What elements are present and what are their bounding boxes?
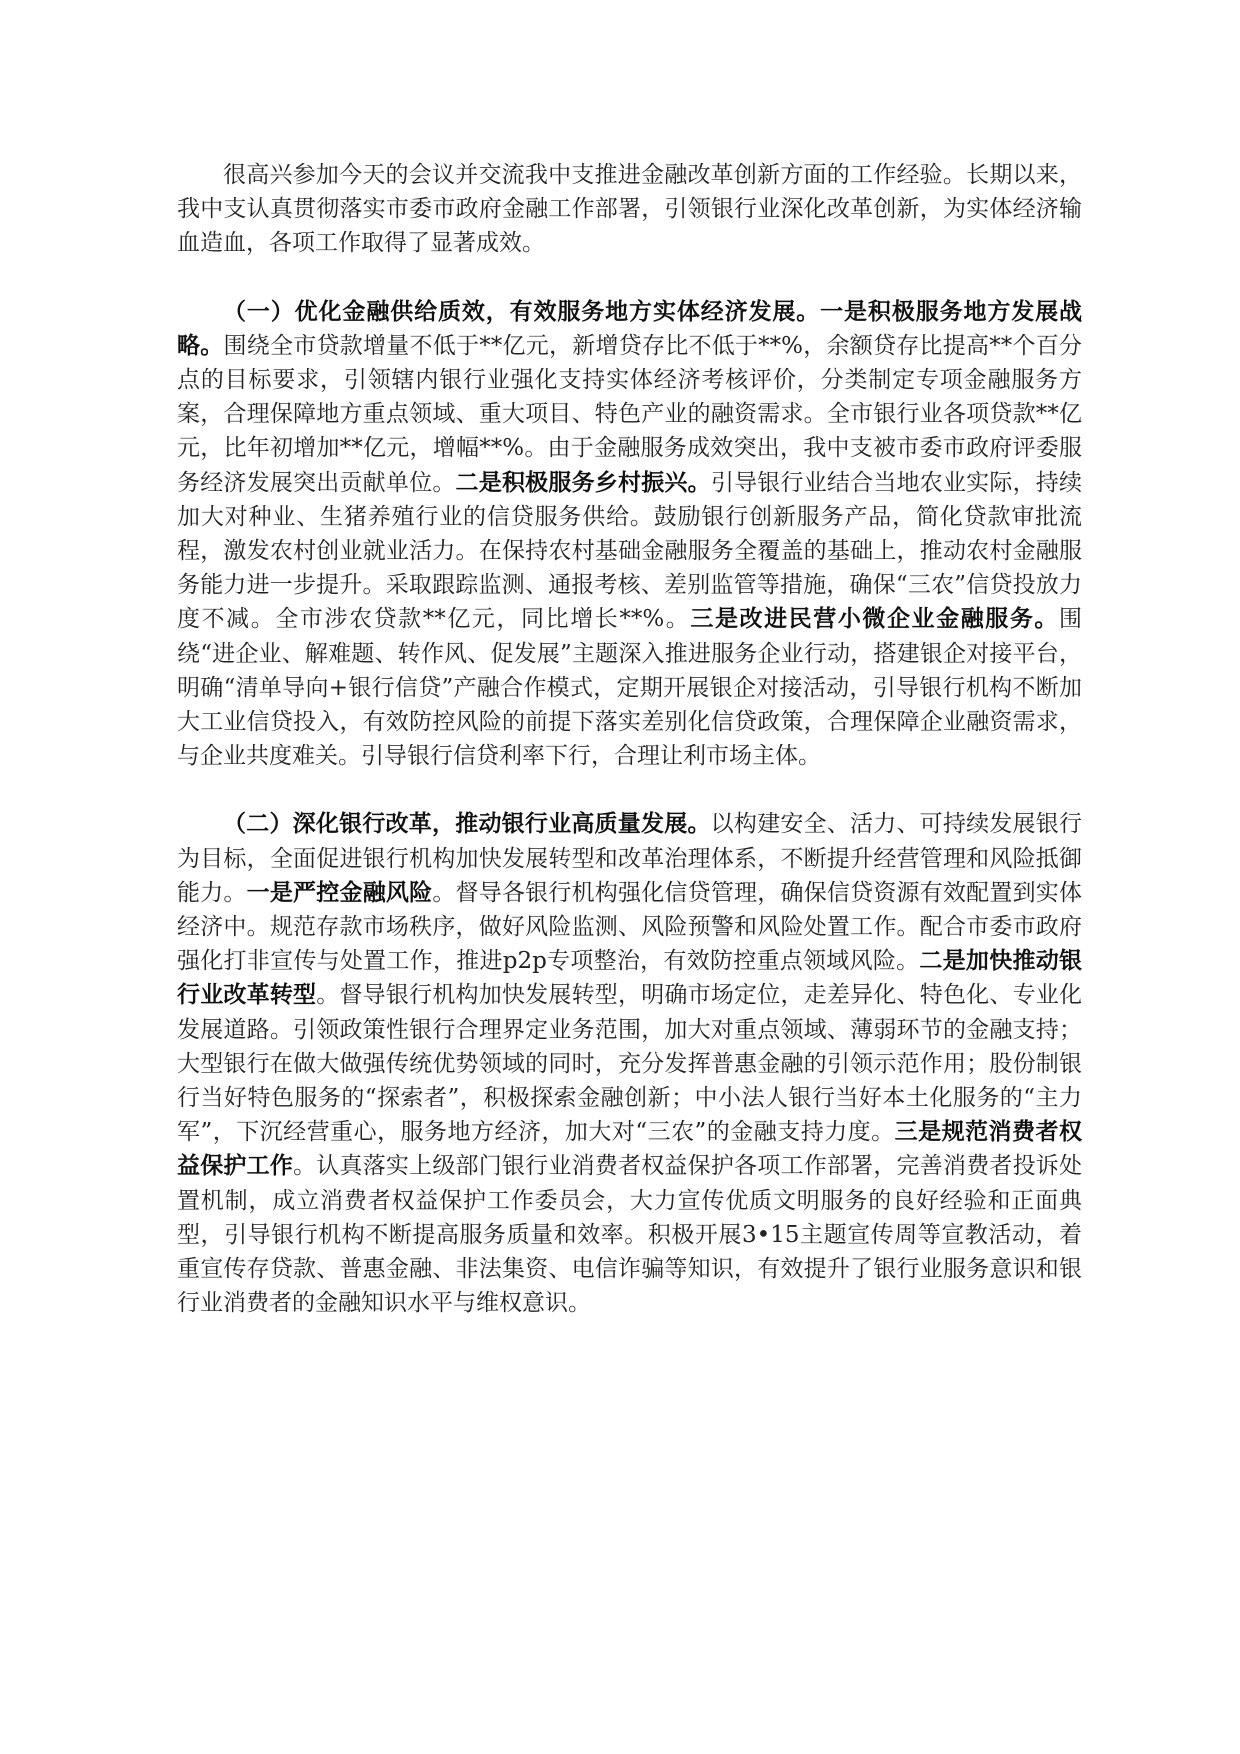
section2-heading-text: 以构建安全、活力、可持续发展银行为目标，全面促进银行机构加快发展转型和改革治理体系，不断提升经营管理和风险抵御能力。 bbox=[177, 811, 1083, 906]
intro-text: 很高兴参加今天的会议并交流我中支推进金融改革创新方面的工作经验。长期以来，我中支认真贯彻落实市委市政府金融工作部署，引领银行业深化改革创新，为实体经济输血造血，各项工作取得了显著成效。 bbox=[177, 162, 1082, 257]
section1-point1-title: 一是积极服务地方发展战略。 bbox=[177, 297, 1083, 359]
section1-point3-text: 围绕“进企业、解难题、转作风、促发展”主题深入推进服务企业行动，搭建银企对接平台，明确“清单导向+银行信贷”产融合作模式，定期开展银企对接活动，引导银行机构不断加大工业信贷投入，有效防控风险的前提下落实差别化信贷政策，合理保障企业融资需求，与企业共度难关。引导银行信贷利率下行，合理让利市场主体。 bbox=[177, 606, 1083, 770]
section2-point2-text: 。督导银行机构加快发展转型，明确市场定位，走差异化、特色化、专业化发展道路。引领政策性银行合理界定业务范围，加大对重点领域、薄弱环节的金融支持；大型银行在做大做强传统优势领域的同时，充分发挥普惠金融的引领示范作用；股份制银行当好特色服务的“探索者”，积极探索金融创新；中小法人银行当好本土化服务的“主力军”，下沉经营重心，服务地方经济，加大对“三农”的金融支持力度。 bbox=[177, 982, 1083, 1146]
intro-paragraph bbox=[177, 158, 1082, 261]
section1-point2-title: 二是积极服务乡村振兴。 bbox=[455, 468, 711, 496]
section2-point3-title: 三是规范消费者权益保护工作 bbox=[177, 1118, 1083, 1180]
section1-heading: （一）优化金融供给质效，有效服务地方实体经济发展。 bbox=[223, 297, 821, 325]
section2-point2-title: 二是加快推动银行业改革转型 bbox=[177, 947, 1082, 1009]
section1-point1-text: 围绕全市贷款增量不低于**亿元，新增贷存比不低于**%，余额贷存比提高**个百分点的目标要求，引领辖内银行业强化支持实体经济考核评价，分类制定专项金融服务方案，合理保障地方重点领域、重大项目、特色产业的融资需求。全市银行业各项贷款**亿元，比年初增加**亿元，增幅**%。由于金融服务成效突出，我中支被市委市政府评委服务经济发展突出贡献单位。 bbox=[177, 332, 1083, 496]
document-body bbox=[177, 158, 1082, 1321]
section2-point1-title: 一是严控金融风险 bbox=[246, 878, 433, 906]
section2-paragraph bbox=[177, 807, 1082, 1320]
section1-point2-text: 引导银行业结合当地农业实际，持续加大对种业、生猪养殖行业的信贷服务供给。鼓励银行创新服务产品，简化贷款审批流程，激发农村创业就业活力。在保持农村基础金融服务全覆盖的基础上，推动农村金融服务能力进一步提升。采取跟踪监测、通报考核、差别监管等措施，确保“三农”信贷投放力度不减。全市涉农贷款**亿元，同比增长**%。 bbox=[177, 469, 1083, 633]
paragraph-spacer bbox=[177, 773, 1082, 807]
section2-heading: （二）深化银行改革，推动银行业高质量发展。 bbox=[223, 810, 711, 838]
section1-paragraph bbox=[177, 295, 1082, 774]
section2-point1-text: 。督导各银行机构强化信贷管理，确保信贷资源有效配置到实体经济中。规范存款市场秩序，做好风险监测、风险预警和风险处置工作。配合市委市政府强化打非宣传与处置工作，推进p2p专项整治，有效防控重点领域风险。 bbox=[177, 879, 1083, 975]
section1-point3-title: 三是改进民营小微企业金融服务。 bbox=[690, 605, 1060, 633]
section2-point3-text: 。认真落实上级部门银行业消费者权益保护各项工作部署，完善消费者投诉处置机制，成立消费者权益保护工作委员会，大力宣传优质文明服务的良好经验和正面典型，引导银行机构不断提高服务质量和效率。积极开展3•15主题宣传周等宣教活动，着重宣传存贷款、普惠金融、非法集资、电信诈骗等知识，有效提升了银行业服务意识和银行业消费者的金融知识水平与维权意识。 bbox=[177, 1153, 1083, 1317]
paragraph-spacer bbox=[177, 261, 1082, 295]
